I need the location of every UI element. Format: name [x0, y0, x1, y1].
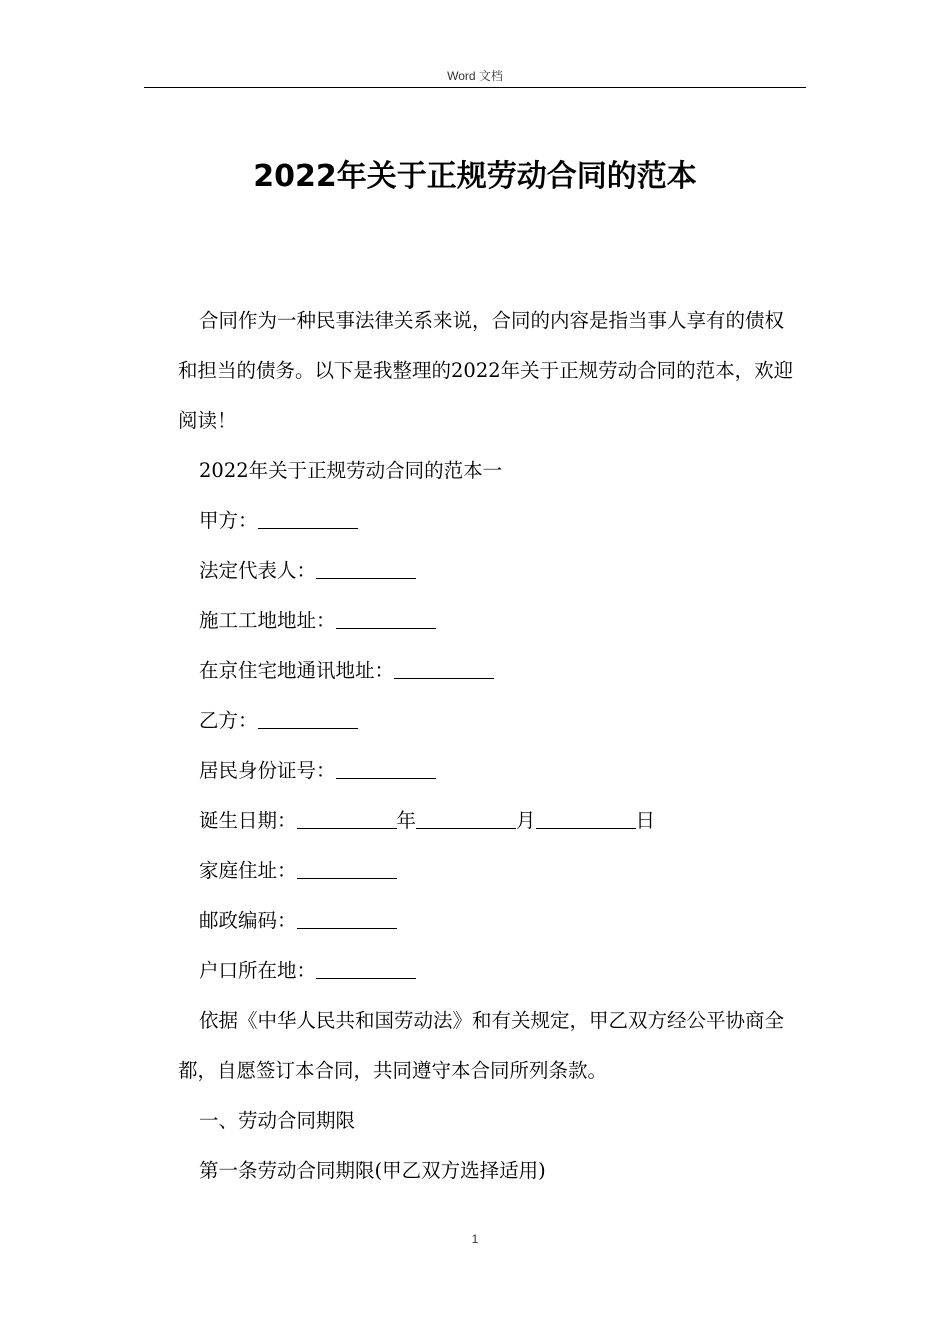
field-beijing-address — [178, 646, 800, 696]
field-label: 户口所在地： — [199, 959, 317, 982]
birth-day-label: 日 — [635, 809, 656, 832]
birth-month-label: 月 — [516, 809, 536, 832]
page-header: Word 文档 — [447, 69, 503, 83]
field-hukou-location — [178, 946, 800, 996]
blank-line — [336, 758, 436, 779]
field-home-address — [178, 846, 800, 896]
field-label: 邮政编码： — [199, 909, 297, 932]
chapter-heading: 一、劳动合同期限 — [199, 1109, 356, 1132]
blank-line — [258, 708, 358, 729]
header-divider — [144, 87, 806, 88]
blank-line — [316, 558, 416, 579]
agreement-paragraph: 依据《中华人民共和国劳动法》和有关规定，甲乙双方经公平协商全都，自愿签订本合同，共同遵守本合同所列条款。 — [178, 1009, 785, 1082]
document-body — [178, 296, 800, 1196]
field-label: 家庭住址： — [199, 859, 297, 882]
blank-line — [297, 858, 397, 879]
blank-line — [336, 608, 436, 629]
birth-year-label: 年 — [396, 809, 417, 832]
field-birth-date — [178, 796, 800, 846]
blank-line — [394, 658, 494, 679]
field-label: 施工工地地址： — [199, 609, 336, 632]
field-party-b — [178, 696, 800, 746]
field-legal-rep — [178, 546, 800, 596]
field-label: 居民身份证号： — [199, 759, 336, 782]
field-party-a — [178, 496, 800, 546]
article-heading: 第一条劳动合同期限(甲乙双方选择适用) — [199, 1159, 546, 1182]
field-label: 法定代表人： — [199, 559, 317, 582]
blank-line — [416, 808, 516, 829]
field-label: 甲方： — [199, 509, 258, 532]
section-heading: 2022年关于正规劳动合同的范本一 — [199, 459, 503, 482]
blank-line — [297, 908, 397, 929]
intro-paragraph: 合同作为一种民事法律关系来说，合同的内容是指当事人享有的债权和担当的债务。以下是我整理的2022年关于正规劳动合同的范本，欢迎阅读！ — [178, 309, 794, 432]
field-label: 诞生日期： — [199, 809, 297, 832]
page-number: 1 — [471, 1232, 479, 1246]
blank-line — [258, 508, 358, 529]
field-site-address — [178, 596, 800, 646]
field-id-number — [178, 746, 800, 796]
document-title: 2022年关于正规劳动合同的范本 — [253, 159, 697, 194]
blank-line — [536, 808, 636, 829]
field-postal-code — [178, 896, 800, 946]
blank-line — [297, 808, 397, 829]
field-label: 在京住宅地通讯地址： — [199, 659, 395, 682]
field-label: 乙方： — [199, 709, 258, 732]
blank-line — [316, 958, 416, 979]
